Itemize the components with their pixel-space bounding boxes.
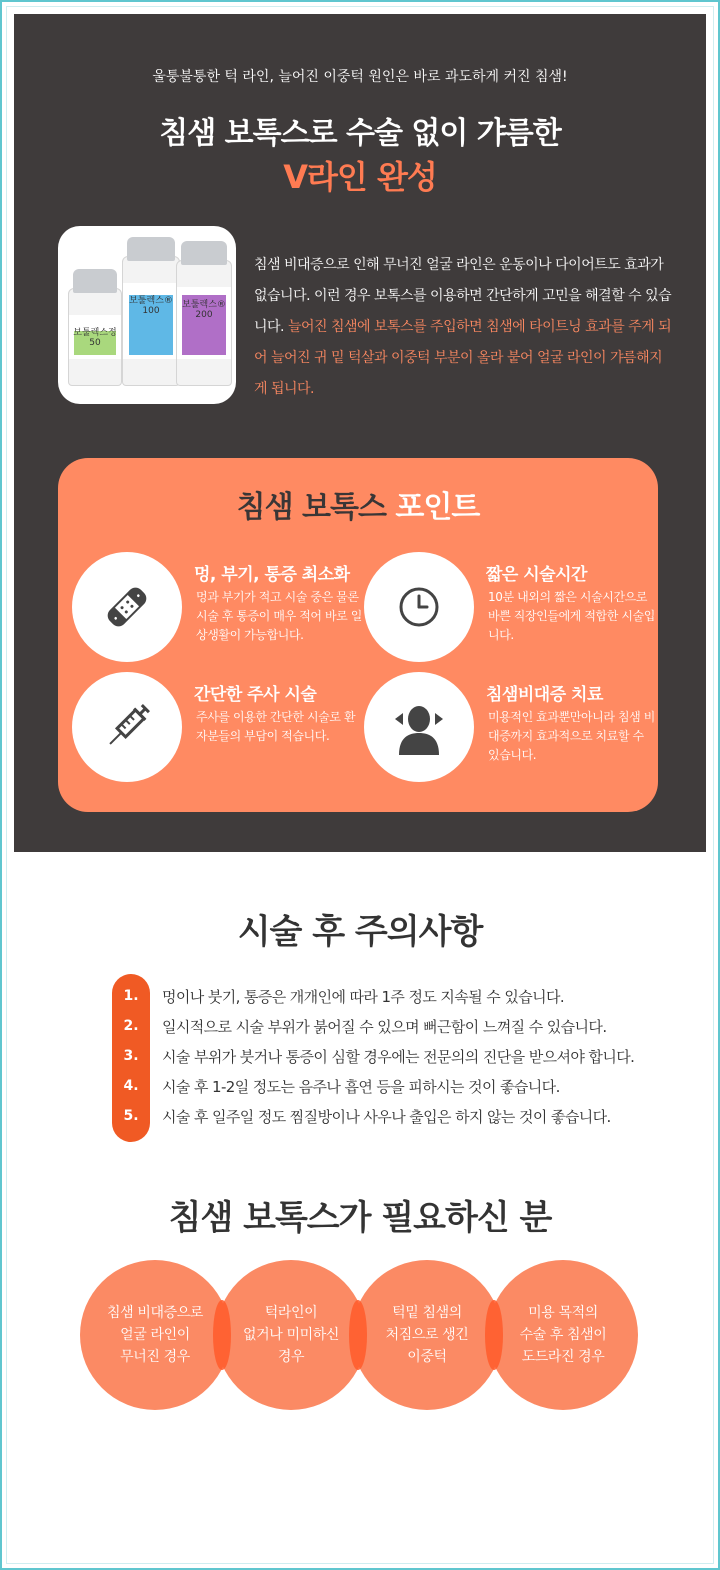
points-title-dark: 침샘 보톡스 xyxy=(236,490,386,525)
intro-text xyxy=(254,250,674,405)
clock-icon xyxy=(364,552,474,662)
point-title: 간단한 주사 시술 xyxy=(194,685,317,705)
caution-title: 시술 후 주의사항 xyxy=(237,912,483,952)
need-circle-text: 침샘 비대증으로 얼굴 라인이 무너진 경우 xyxy=(107,1305,203,1365)
vial-label: 보툴렉스® 200 xyxy=(182,300,226,320)
vial-label: 보툴렉스® 100 xyxy=(129,296,173,316)
need-circle xyxy=(80,1260,230,1410)
intro-text-highlight: 늘어진 침샘에 보톡스를 주입하면 침샘에 타이트닝 효과를 주게 되어 늘어진 귀 밑 턱살과 이중턱 부분이 올라 붙어 얼굴 라인이 갸름해지게 됩니다. xyxy=(254,319,672,397)
point-title: 침샘비대증 치료 xyxy=(486,685,603,705)
point-text: 10분 내외의 짧은 시술시간으로 바쁜 직장인들에게 적합한 시술입니다. xyxy=(488,590,655,642)
circle-overlap xyxy=(349,1300,367,1370)
bandage-icon xyxy=(72,552,182,662)
caution-item: 멍이나 붓기, 통증은 개개인에 따라 1주 정도 지속될 수 있습니다. xyxy=(162,988,565,1006)
need-circle xyxy=(488,1260,638,1410)
points-title-light: 포인트 xyxy=(395,490,480,525)
hero-title-accent: V라인 완성 xyxy=(283,158,437,196)
caution-item: 시술 후 일주일 정도 찜질방이나 사우나 출입은 하지 않는 것이 좋습니다. xyxy=(162,1108,611,1126)
hero-title: 침샘 보톡스로 수술 없이 갸름한 xyxy=(159,116,561,151)
caution-number: 1. xyxy=(123,988,139,1004)
point-title: 짧은 시술시간 xyxy=(486,565,587,585)
caution-number: 2. xyxy=(123,1018,139,1034)
product-image xyxy=(58,226,236,404)
caution-item: 시술 부위가 붓거나 통증이 심할 경우에는 전문의의 진단을 받으셔야 합니다. xyxy=(162,1048,635,1066)
need-circle xyxy=(352,1260,502,1410)
need-circle-text: 턱밑 침샘의 처짐으로 생긴 이중턱 xyxy=(385,1305,469,1365)
points-title xyxy=(58,482,658,526)
vial-100 xyxy=(122,256,180,386)
point-text: 주사를 이용한 간단한 시술로 환자분들의 부담이 적습니다. xyxy=(196,710,356,743)
vial-cap xyxy=(181,241,226,265)
caution-number-bar xyxy=(112,974,150,1142)
vial-cap xyxy=(73,269,117,293)
need-circle-text: 미용 목적의 수술 후 침샘이 도드라진 경우 xyxy=(519,1305,607,1365)
circle-overlap xyxy=(213,1300,231,1370)
need-circle-text: 턱라인이 없거나 미미하신 경우 xyxy=(243,1305,339,1365)
point-text: 미용적인 효과뿐만아니라 침샘 비대증까지 효과적으로 치료할 수 있습니다. xyxy=(488,710,655,762)
caution-number: 5. xyxy=(123,1108,139,1124)
caution-item: 일시적으로 시술 부위가 붉어질 수 있으며 뻐근함이 느껴질 수 있습니다. xyxy=(162,1018,607,1036)
point-title: 멍, 부기, 통증 최소화 xyxy=(194,565,350,585)
caution-number: 3. xyxy=(123,1048,139,1064)
vial-cap xyxy=(127,237,174,261)
points-panel xyxy=(58,458,658,812)
face-slim-icon xyxy=(364,672,474,782)
hero-subtitle: 울퉁불퉁한 턱 라인, 늘어진 이중턱 원인은 바로 과도하게 커진 침샘! xyxy=(152,69,568,85)
vial-label: 보툴렉스정 50 xyxy=(73,328,117,348)
circle-overlap xyxy=(485,1300,503,1370)
caution-item: 시술 후 1-2일 정도는 음주나 흡연 등을 피하시는 것이 좋습니다. xyxy=(162,1078,560,1096)
point-text: 멍과 부기가 적고 시술 중은 물론 시술 후 통증이 매우 적어 바로 일상생활이 가능합니다. xyxy=(196,590,362,642)
vial-200 xyxy=(176,260,232,386)
caution-number: 4. xyxy=(123,1078,139,1094)
syringe-icon xyxy=(72,672,182,782)
intro-text-plain: 침샘 비대증으로 인해 무너진 얼굴 라인은 운동이나 다이어트도 효과가 없습니다. 이런 경우 보톡스를 이용하면 간단하게 고민을 해결할 수 있습니다. xyxy=(254,257,672,335)
vial-50 xyxy=(68,288,122,386)
need-circle xyxy=(216,1260,366,1410)
need-title: 침샘 보톡스가 필요하신 분 xyxy=(168,1198,552,1238)
